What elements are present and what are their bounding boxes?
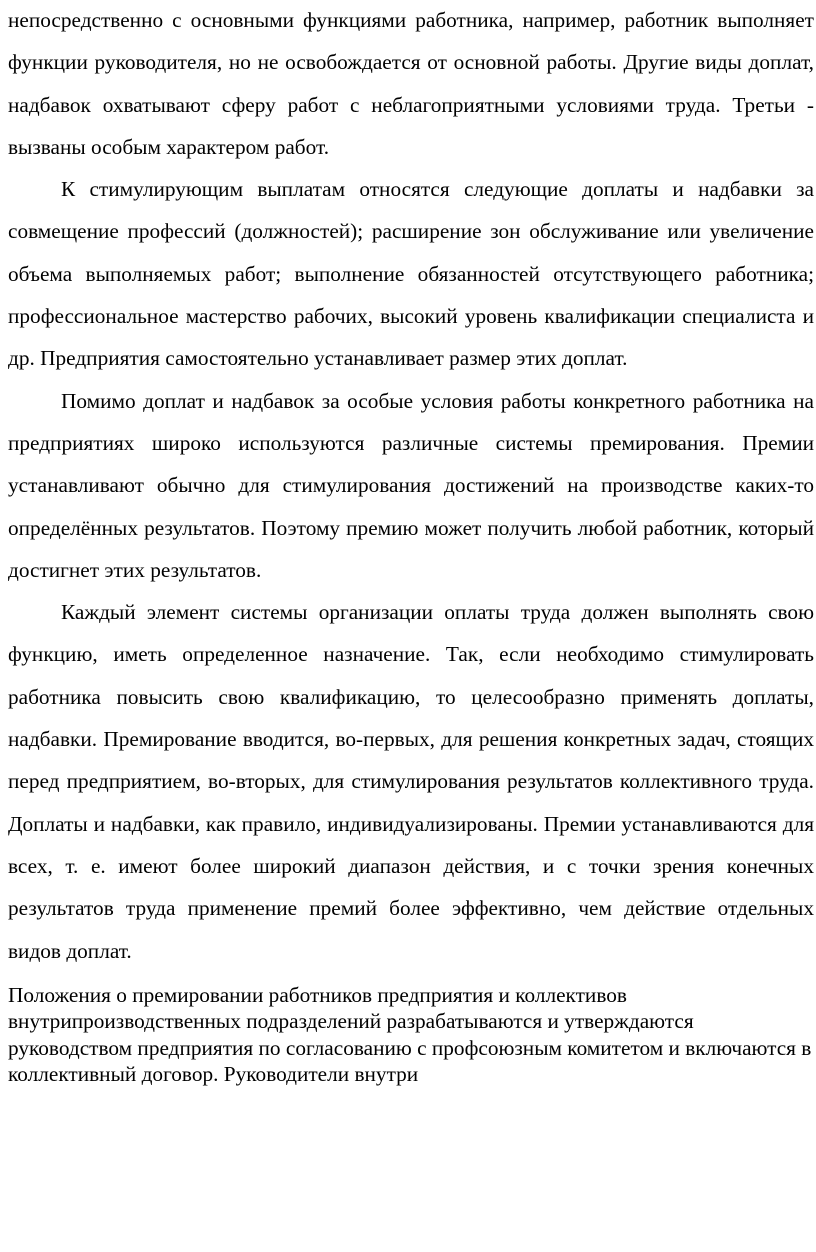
paragraph-stimulating-payments: К стимулирующим выплатам относятся следующие доплаты и надбавки за совмещение профессий (должностей); расширение зон обслуживание или увеличение объема выполняемых работ; выполнение обязанностей отсутствующего работника; профессиональное мастерство рабочих, высокий уровень квалификации специалиста и др. Предприятия самостоятельно устанавливает размер этих доплат. — [8, 177, 814, 371]
paragraph-continuation: непосредственно с основными функциями работника, например, работник выполняет функции руководителя, но не освобождается от основной работы. Другие виды доплат, надбавок охватывают сферу работ с неблагоприятными условиями труда. Третьи - вызваны особым характером работ. — [8, 8, 814, 159]
paragraph-bonus-systems: Помимо доплат и надбавок за особые условия работы конкретного работника на предприятиях широко используются различные системы премирования. Премии устанавливают обычно для стимулирования достижений на производстве каких-то определённых результатов. Поэтому премию может получить любой работник, который достигнет этих результатов. — [8, 388, 814, 582]
paragraph-bonus-regulations: Положения о премировании работников предприятия и коллективов внутрипроизводственных подразделений разрабатываются и утверждаются руководством предприятия по согласованию с профсоюзным комитетом и включаются в коллективный договор. Руководители внутри — [8, 982, 812, 1087]
paragraph-pay-elements: Каждый элемент системы организации оплаты труда должен выполнять свою функцию, иметь определенное назначение. Так, если необходимо стимулировать работника повысить свою квалификацию, то целесообразно применять доплаты, надбавки. Премирование вводится, во-первых, для решения конкретных задач, стоящих перед предприятием, во-вторых, для стимулирования результатов коллективного труда. Доплаты и надбавки, как правило, индивидуализированы. Премии устанавливаются для всех, т. е. имеют более широкий диапазон действия, и с точки зрения конечных результатов труда применение премий более эффективно, чем действие отдельных видов доплат. — [8, 600, 814, 963]
document-page — [8, 0, 814, 1087]
